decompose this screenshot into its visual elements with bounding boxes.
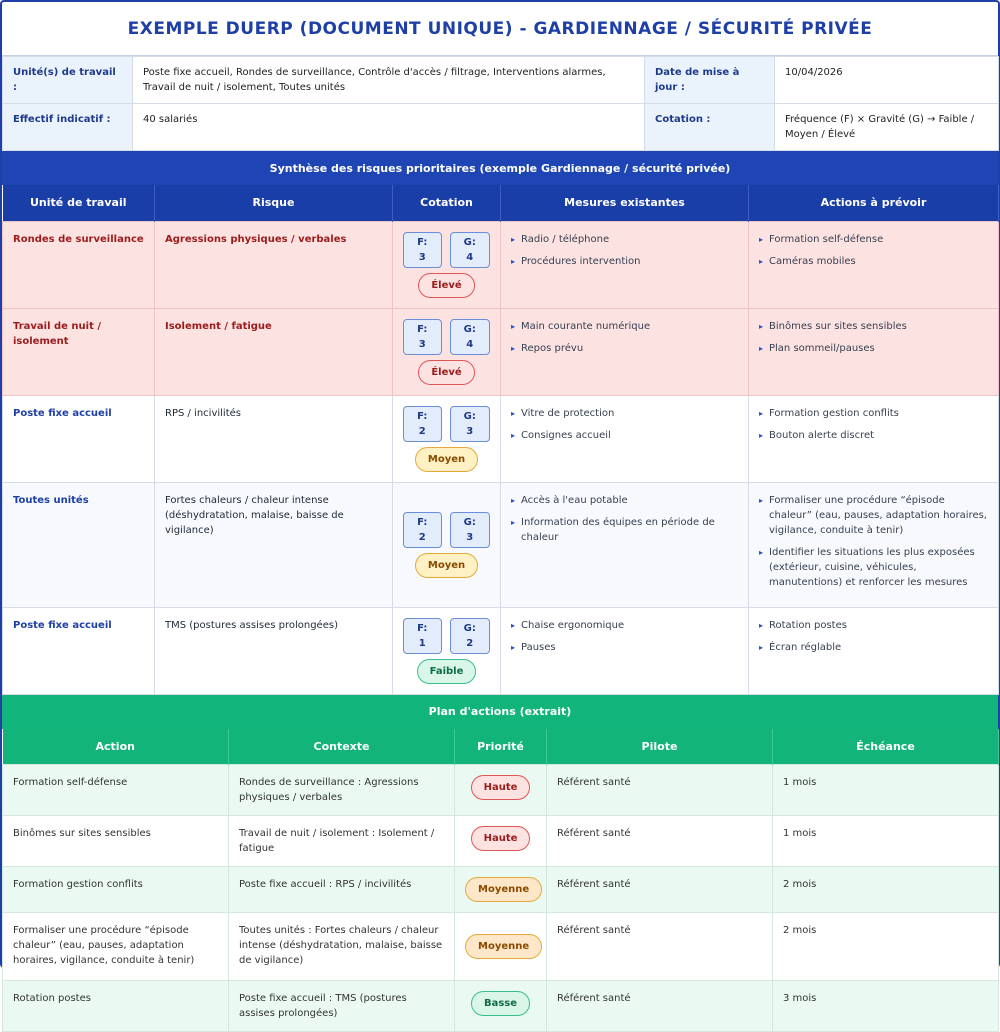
plan-action: Rotation postes xyxy=(3,981,229,1032)
plan-pilot: Référent santé xyxy=(547,981,773,1032)
plan-action: Formaliser une procédure “épisode chaleur” (eau, pauses, adaptation horaires, vigilance, conduite à tenir) xyxy=(3,913,229,981)
plan-due: 2 mois xyxy=(773,867,999,913)
col-header-context: Contexte xyxy=(229,729,455,765)
risk-unit: Travail de nuit / isolement xyxy=(3,308,155,395)
plan-context: Poste fixe accueil : RPS / incivilités xyxy=(229,867,455,913)
actions-cell xyxy=(749,221,999,308)
title-bar xyxy=(2,2,998,56)
measure-item: ▸ Consignes accueil xyxy=(511,428,738,443)
actions-cell xyxy=(749,308,999,395)
plan-due: 3 mois xyxy=(773,981,999,1032)
action-item: ▸ Écran réglable xyxy=(759,640,988,655)
col-header-cotation: Cotation xyxy=(393,185,501,221)
document-title: EXEMPLE DUERP (DOCUMENT UNIQUE) - GARDIENNAGE / SÉCURITÉ PRIVÉE xyxy=(128,19,873,39)
priority-badge: Haute xyxy=(471,775,531,800)
unit-label: Unité(s) de travail : xyxy=(3,57,133,104)
plan-pilot: Référent santé xyxy=(547,913,773,981)
frequency-chip: F: 3 xyxy=(403,319,442,355)
risk-level-badge: Moyen xyxy=(415,553,478,578)
risk-level-badge: Élevé xyxy=(418,360,474,385)
action-item: ▸ Formaliser une procédure “épisode chaleur” (eau, pauses, adaptation horaires, vigilance, conduite à tenir) xyxy=(759,493,988,538)
plan-title: Plan d'actions (extrait) xyxy=(2,695,998,729)
risk-row xyxy=(3,221,999,308)
synthesis-title: Synthèse des risques prioritaires (exemple Gardiennage / sécurité privée) xyxy=(2,151,998,185)
cotation-label: Cotation : xyxy=(645,104,775,151)
frequency-chip: F: 1 xyxy=(403,618,442,654)
measure-item: ▸ Radio / téléphone xyxy=(511,232,738,247)
plan-row xyxy=(3,913,999,981)
measure-item: ▸ Repos prévu xyxy=(511,341,738,356)
risk-name: Agressions physiques / verbales xyxy=(155,221,393,308)
priority-badge: Basse xyxy=(471,991,530,1016)
action-item: ▸ Plan sommeil/pauses xyxy=(759,341,988,356)
plan-context: Travail de nuit / isolement : Isolement / fatigue xyxy=(229,816,455,867)
risk-unit: Poste fixe accueil xyxy=(3,395,155,482)
risk-row xyxy=(3,607,999,694)
cotation-value: Fréquence (F) × Gravité (G) → Faible / Moyen / Élevé xyxy=(775,104,999,151)
measure-item: ▸ Procédures intervention xyxy=(511,254,738,269)
priority-badge: Moyenne xyxy=(465,934,542,959)
action-item: ▸ Binômes sur sites sensibles xyxy=(759,319,988,334)
measure-item: ▸ Accès à l'eau potable xyxy=(511,493,738,508)
info-table xyxy=(2,56,999,151)
plan-context: Toutes unités : Fortes chaleurs / chaleur intense (déshydratation, malaise, baisse de vigilance) xyxy=(229,913,455,981)
col-header-action: Action xyxy=(3,729,229,765)
gravity-chip: G: 3 xyxy=(450,406,490,442)
col-header-due: Échéance xyxy=(773,729,999,765)
measure-item: ▸ Main courante numérique xyxy=(511,319,738,334)
col-header-risk: Risque xyxy=(155,185,393,221)
action-item: ▸ Bouton alerte discret xyxy=(759,428,988,443)
gravity-chip: G: 2 xyxy=(450,618,490,654)
measures-cell xyxy=(501,221,749,308)
plan-row xyxy=(3,981,999,1032)
gravity-chip: G: 4 xyxy=(450,319,490,355)
risk-level-badge: Faible xyxy=(417,659,477,684)
measure-item: ▸ Vitre de protection xyxy=(511,406,738,421)
action-item: ▸ Caméras mobiles xyxy=(759,254,988,269)
risk-unit: Toutes unités xyxy=(3,482,155,607)
risk-name: RPS / incivilités xyxy=(155,395,393,482)
plan-row xyxy=(3,816,999,867)
plan-due: 1 mois xyxy=(773,816,999,867)
risk-name: Fortes chaleurs / chaleur intense (déshydratation, malaise, baisse de vigilance) xyxy=(155,482,393,607)
measure-item: ▸ Information des équipes en période de chaleur xyxy=(511,515,738,545)
col-header-actions: Actions à prévoir xyxy=(749,185,999,221)
risk-unit: Rondes de surveillance xyxy=(3,221,155,308)
priority-cell xyxy=(455,816,547,867)
measures-cell xyxy=(501,482,749,607)
priority-badge: Haute xyxy=(471,826,531,851)
risk-name: Isolement / fatigue xyxy=(155,308,393,395)
col-header-pilot: Pilote xyxy=(547,729,773,765)
priority-cell xyxy=(455,765,547,816)
risk-unit: Poste fixe accueil xyxy=(3,607,155,694)
gravity-chip: G: 4 xyxy=(450,232,490,268)
measure-item: ▸ Chaise ergonomique xyxy=(511,618,738,633)
priority-cell xyxy=(455,867,547,913)
risk-row xyxy=(3,395,999,482)
measure-item: ▸ Pauses xyxy=(511,640,738,655)
measures-cell xyxy=(501,308,749,395)
unit-value: Poste fixe accueil, Rondes de surveillance, Contrôle d'accès / filtrage, Interventions alarmes, Travail de nuit / isolement, Toutes unités xyxy=(133,57,645,104)
gravity-chip: G: 3 xyxy=(450,512,490,548)
action-item: ▸ Rotation postes xyxy=(759,618,988,633)
actions-cell xyxy=(749,395,999,482)
risk-synthesis-table xyxy=(2,185,999,695)
action-item: ▸ Formation self-défense xyxy=(759,232,988,247)
actions-cell xyxy=(749,607,999,694)
plan-due: 1 mois xyxy=(773,765,999,816)
frequency-chip: F: 2 xyxy=(403,406,442,442)
frequency-chip: F: 2 xyxy=(403,512,442,548)
plan-pilot: Référent santé xyxy=(547,765,773,816)
cotation-cell xyxy=(393,482,501,607)
plan-due: 2 mois xyxy=(773,913,999,981)
measures-cell xyxy=(501,395,749,482)
cotation-cell xyxy=(393,607,501,694)
cotation-cell xyxy=(393,395,501,482)
risk-row xyxy=(3,308,999,395)
col-header-measures: Mesures existantes xyxy=(501,185,749,221)
priority-cell xyxy=(455,981,547,1032)
staff-value: 40 salariés xyxy=(133,104,645,151)
risk-level-badge: Élevé xyxy=(418,273,474,298)
cotation-cell xyxy=(393,221,501,308)
date-value: 10/04/2026 xyxy=(775,57,999,104)
plan-action: Binômes sur sites sensibles xyxy=(3,816,229,867)
risk-row xyxy=(3,482,999,607)
staff-label: Effectif indicatif : xyxy=(3,104,133,151)
measures-cell xyxy=(501,607,749,694)
cotation-cell xyxy=(393,308,501,395)
plan-pilot: Référent santé xyxy=(547,816,773,867)
plan-row xyxy=(3,867,999,913)
col-header-priority: Priorité xyxy=(455,729,547,765)
col-header-unit: Unité de travail xyxy=(3,185,155,221)
plan-row xyxy=(3,765,999,816)
actions-cell xyxy=(749,482,999,607)
action-item: ▸ Formation gestion conflits xyxy=(759,406,988,421)
priority-cell xyxy=(455,913,547,981)
action-plan-table xyxy=(2,729,999,1032)
date-label: Date de mise à jour : xyxy=(645,57,775,104)
priority-badge: Moyenne xyxy=(465,877,542,902)
plan-pilot: Référent santé xyxy=(547,867,773,913)
plan-context: Rondes de surveillance : Agressions physiques / verbales xyxy=(229,765,455,816)
plan-context: Poste fixe accueil : TMS (postures assises prolongées) xyxy=(229,981,455,1032)
plan-action: Formation gestion conflits xyxy=(3,867,229,913)
risk-level-badge: Moyen xyxy=(415,447,478,472)
plan-action: Formation self-défense xyxy=(3,765,229,816)
risk-name: TMS (postures assises prolongées) xyxy=(155,607,393,694)
frequency-chip: F: 3 xyxy=(403,232,442,268)
action-item: ▸ Identifier les situations les plus exposées (extérieur, cuisine, véhicules, manutentions) et renforcer les mesures xyxy=(759,545,988,590)
